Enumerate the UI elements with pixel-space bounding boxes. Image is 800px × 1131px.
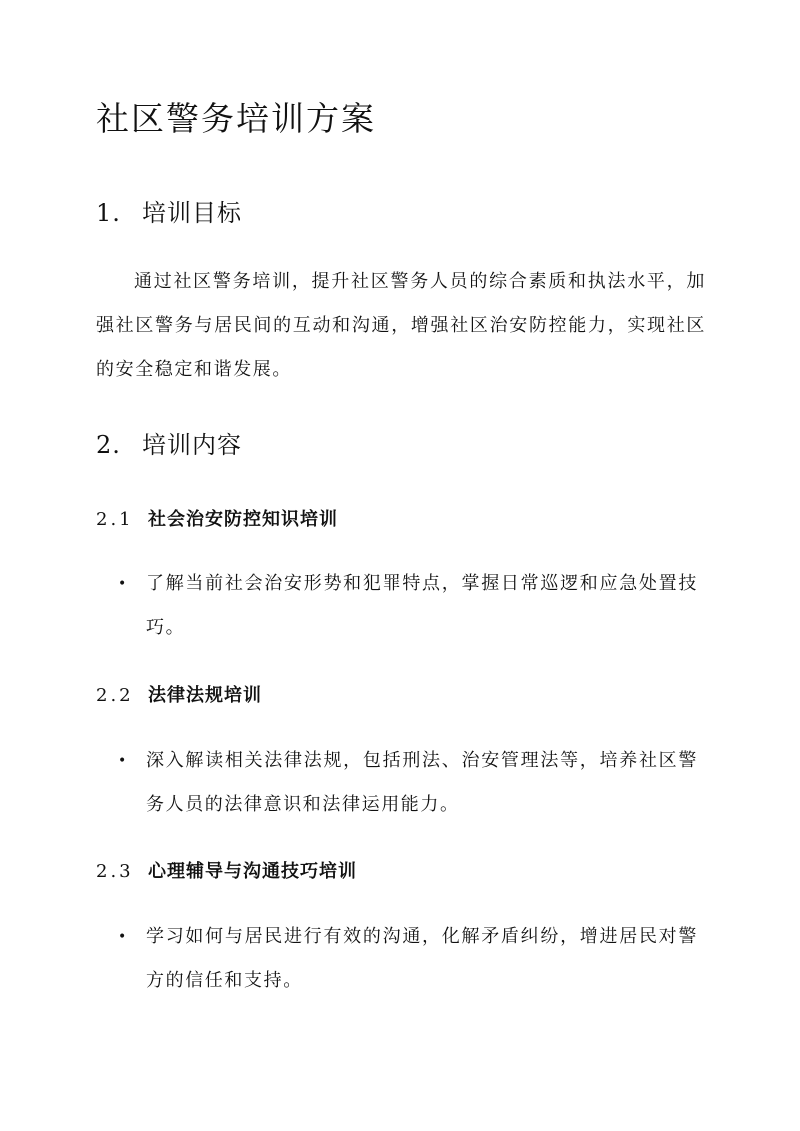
bullet-text: 学习如何与居民进行有效的沟通，化解矛盾纠纷，增进居民对警方的信任和支持。 — [146, 926, 698, 991]
subsection-number: 2.1 — [96, 509, 134, 530]
bullet-list — [118, 739, 698, 827]
bullet-text: 了解当前社会治安形势和犯罪特点，掌握日常巡逻和应急处置技巧。 — [146, 573, 698, 638]
bullet-icon: • — [118, 753, 128, 769]
subsection-title: 心理辅导与沟通技巧培训 — [148, 861, 357, 882]
section-title: 培训内容 — [142, 431, 242, 459]
bullet-list — [118, 562, 698, 650]
subsection-heading-2-1 — [96, 506, 338, 534]
bullet-icon: • — [118, 576, 128, 592]
bullet-list — [118, 915, 698, 1003]
list-item — [118, 915, 698, 1003]
subsection-heading-2-3 — [96, 858, 357, 886]
section-title: 培训目标 — [142, 199, 242, 227]
subsection-heading-2-2 — [96, 682, 262, 710]
subsection-title: 社会治安防控知识培训 — [148, 509, 338, 530]
bullet-text: 深入解读相关法律法规，包括刑法、治安管理法等，培养社区警务人员的法律意识和法律运用能力。 — [146, 750, 698, 815]
section-number: 2. — [96, 431, 121, 459]
subsection-number: 2.3 — [96, 861, 134, 882]
section-number: 1. — [96, 199, 121, 227]
section-heading-2 — [96, 428, 242, 462]
section-heading-1 — [96, 196, 242, 230]
list-item — [118, 562, 698, 650]
bullet-icon: • — [118, 929, 128, 945]
document-title: 社区警务培训方案 — [96, 99, 376, 138]
subsection-number: 2.2 — [96, 685, 134, 706]
list-item — [118, 739, 698, 827]
subsection-title: 法律法规培训 — [148, 685, 262, 706]
section-paragraph: 通过社区警务培训，提升社区警务人员的综合素质和执法水平，加强社区警务与居民间的互动和沟通，增强社区治安防控能力，实现社区的安全稳定和谐发展。 — [96, 271, 706, 380]
